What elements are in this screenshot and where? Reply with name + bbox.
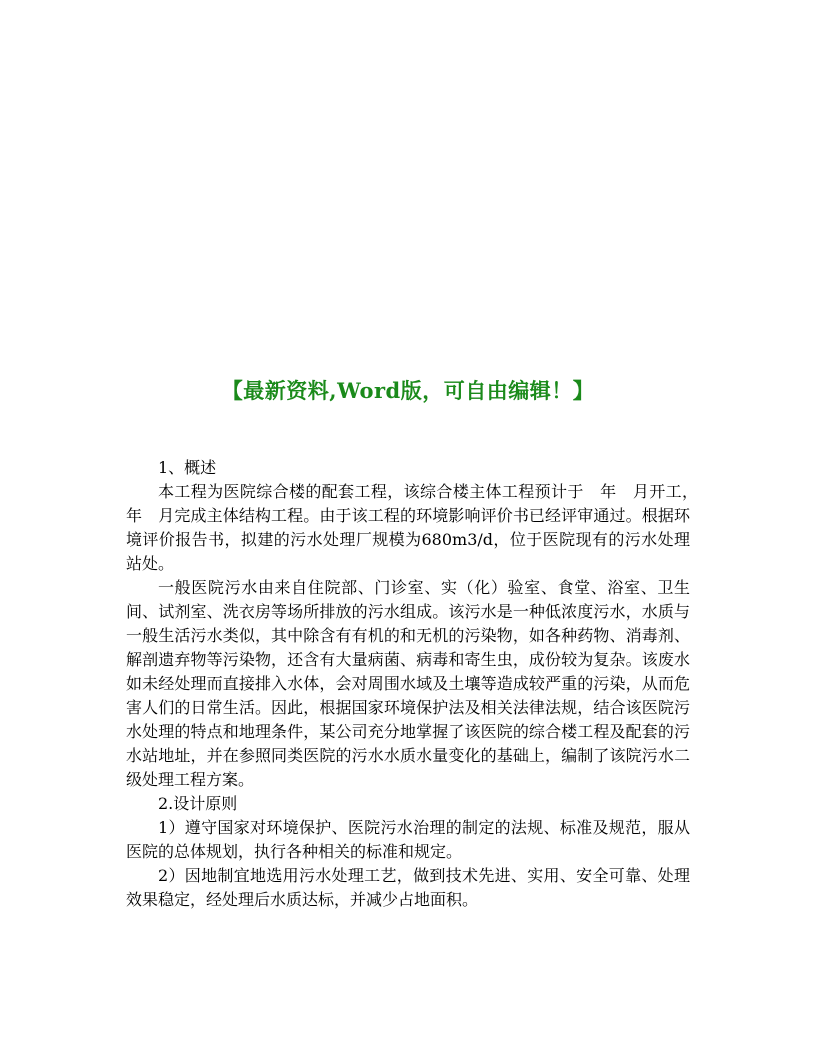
paragraph-wastewater-description: 一般医院污水由来自住院部、门诊室、实（化）验室、食堂、浴室、卫生间、试剂室、洗衣房等场所排放的污水组成。该污水是一种低浓度污水，水质与一般生活污水类似，其中除含有有机的和无机的污染物，如各种药物、消毒剂、解剖遗弃物等污染物，还含有大量病菌、病毒和寄生虫，成份较为复杂。该废水如未经处理而直接排入水体，会对周围水域及土壤等造成较严重的污染，从而危害人们的日常生活。因此，根据国家环境保护法及相关法律法规，结合该医院污水处理的特点和地理条件，某公司充分地掌握了该医院的综合楼工程及配套的污水站地址，并在参照同类医院的污水水质水量变化的基础上，编制了该院污水二级处理工程方案。 (126, 578, 690, 789)
promo-banner: 【最新资料,Word版，可自由编辑！】 (221, 378, 595, 403)
section-heading-overview: 1、概述 (158, 458, 217, 477)
paragraph-principle-2: 2）因地制宜地选用污水处理工艺，做到技术先进、实用、安全可靠、处理效果稳定，经处理后水质达标，并减少占地面积。 (126, 866, 690, 909)
document-body (126, 456, 739, 912)
paragraph-project-intro: 本工程为医院综合楼的配套工程，该综合楼主体工程预计于 年 月开工， 年 月完成主体结构工程。由于该工程的环境影响评价书已经评审通过。根据环境评价报告书，拟建的污水处理厂规模为680m3/d，位于医院现有的污水处理站处。 (126, 482, 739, 573)
section-heading-design-principles: 2.设计原则 (158, 794, 238, 813)
paragraph-principle-1: 1）遵守国家对环境保护、医院污水治理的制定的法规、标准及规范，服从医院的总体规划，执行各种相关的标准和规定。 (126, 818, 690, 861)
